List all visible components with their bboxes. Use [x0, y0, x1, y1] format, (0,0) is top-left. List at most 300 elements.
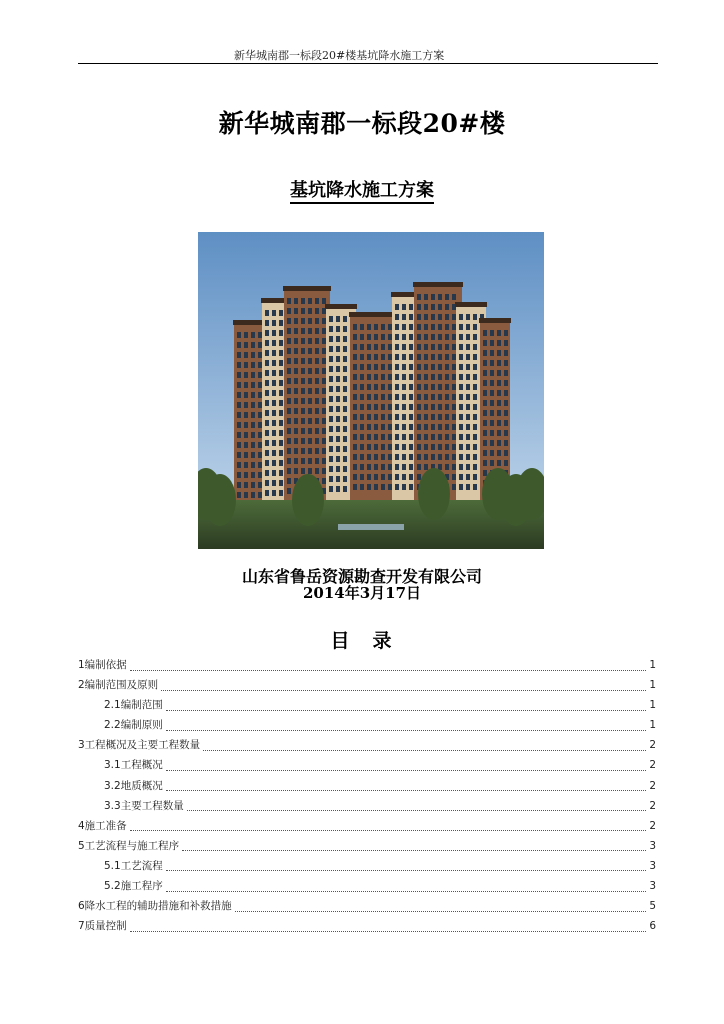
- window: [367, 444, 371, 450]
- window: [417, 374, 421, 380]
- window: [367, 334, 371, 340]
- window: [473, 434, 477, 440]
- window: [466, 444, 470, 450]
- toc-entry-page: 2: [649, 759, 656, 772]
- toc-entry-label: 7质量控制: [78, 920, 127, 933]
- window: [417, 344, 421, 350]
- window: [258, 442, 262, 448]
- window: [417, 414, 421, 420]
- window: [251, 342, 255, 348]
- window: [353, 474, 357, 480]
- window: [417, 384, 421, 390]
- window: [367, 404, 371, 410]
- window: [251, 492, 255, 498]
- window: [452, 474, 456, 480]
- window: [452, 394, 456, 400]
- window: [402, 424, 406, 430]
- window: [237, 382, 241, 388]
- toc-leader-dots: [182, 850, 646, 851]
- window: [294, 428, 298, 434]
- window: [272, 370, 276, 376]
- window: [466, 484, 470, 490]
- window: [329, 436, 333, 442]
- window: [473, 374, 477, 380]
- tree: [204, 474, 236, 526]
- window: [374, 444, 378, 450]
- window: [287, 338, 291, 344]
- window: [504, 390, 508, 396]
- toc-entry[interactable]: [78, 757, 658, 777]
- window: [473, 424, 477, 430]
- window: [431, 314, 435, 320]
- window: [353, 344, 357, 350]
- toc-entry[interactable]: [78, 858, 658, 878]
- window: [244, 432, 248, 438]
- window: [466, 314, 470, 320]
- window: [308, 348, 312, 354]
- window: [265, 400, 269, 406]
- toc-entry[interactable]: [78, 838, 658, 858]
- window: [329, 476, 333, 482]
- window: [279, 320, 283, 326]
- window: [504, 430, 508, 436]
- window: [360, 374, 364, 380]
- window: [388, 344, 392, 350]
- window: [322, 378, 326, 384]
- window: [367, 324, 371, 330]
- window: [343, 466, 347, 472]
- window: [287, 358, 291, 364]
- window: [360, 414, 364, 420]
- window: [272, 330, 276, 336]
- window: [287, 378, 291, 384]
- window: [265, 410, 269, 416]
- toc-entry-page: 1: [649, 719, 656, 732]
- window: [459, 474, 463, 480]
- window: [294, 398, 298, 404]
- window: [272, 420, 276, 426]
- window: [402, 474, 406, 480]
- toc-entry-page: 2: [649, 819, 656, 832]
- window: [279, 410, 283, 416]
- window: [417, 304, 421, 310]
- toc-leader-dots: [166, 730, 647, 731]
- window: [409, 464, 413, 470]
- window: [360, 334, 364, 340]
- window: [301, 338, 305, 344]
- window: [301, 328, 305, 334]
- window: [251, 402, 255, 408]
- toc-entry[interactable]: [78, 737, 658, 757]
- window: [431, 324, 435, 330]
- toc-leader-dots: [203, 750, 646, 751]
- window: [315, 358, 319, 364]
- window: [294, 308, 298, 314]
- window: [237, 332, 241, 338]
- window: [322, 468, 326, 474]
- window: [301, 408, 305, 414]
- window: [504, 440, 508, 446]
- window: [279, 450, 283, 456]
- window: [445, 454, 449, 460]
- window: [445, 314, 449, 320]
- window: [279, 460, 283, 466]
- window: [315, 458, 319, 464]
- window: [265, 490, 269, 496]
- window: [490, 350, 494, 356]
- window: [360, 464, 364, 470]
- tower-block: [349, 312, 397, 510]
- window: [438, 394, 442, 400]
- window: [459, 314, 463, 320]
- window: [237, 362, 241, 368]
- window: [438, 314, 442, 320]
- window: [315, 368, 319, 374]
- window: [459, 404, 463, 410]
- window: [473, 344, 477, 350]
- window: [490, 450, 494, 456]
- window: [315, 318, 319, 324]
- window: [287, 448, 291, 454]
- window: [395, 434, 399, 440]
- window: [353, 414, 357, 420]
- window: [388, 424, 392, 430]
- window: [402, 374, 406, 380]
- window: [308, 388, 312, 394]
- toc-entry-label: 6降水工程的辅助措施和补救措施: [78, 900, 232, 913]
- window: [395, 354, 399, 360]
- window: [452, 434, 456, 440]
- toc-entry-page: 2: [649, 739, 656, 752]
- window: [504, 420, 508, 426]
- window: [301, 438, 305, 444]
- window: [452, 294, 456, 300]
- table-of-contents: [78, 657, 658, 938]
- window: [409, 354, 413, 360]
- window: [367, 394, 371, 400]
- window: [445, 334, 449, 340]
- window: [265, 440, 269, 446]
- window: [367, 374, 371, 380]
- window: [360, 404, 364, 410]
- window: [336, 326, 340, 332]
- window: [258, 432, 262, 438]
- window: [409, 394, 413, 400]
- window: [483, 340, 487, 346]
- toc-entry[interactable]: [78, 878, 658, 898]
- window: [381, 464, 385, 470]
- window: [265, 460, 269, 466]
- window: [490, 370, 494, 376]
- window: [459, 364, 463, 370]
- window: [497, 390, 501, 396]
- window: [490, 460, 494, 466]
- window: [424, 384, 428, 390]
- window: [388, 324, 392, 330]
- window: [294, 348, 298, 354]
- window: [459, 344, 463, 350]
- window: [381, 484, 385, 490]
- window: [336, 386, 340, 392]
- window: [497, 450, 501, 456]
- window: [395, 394, 399, 400]
- window: [445, 464, 449, 470]
- building-rendering-image: [198, 232, 544, 549]
- window: [336, 456, 340, 462]
- window: [417, 294, 421, 300]
- window: [388, 454, 392, 460]
- window: [402, 434, 406, 440]
- window: [490, 360, 494, 366]
- window: [308, 298, 312, 304]
- toc-entry[interactable]: [78, 778, 658, 798]
- window: [497, 330, 501, 336]
- window: [374, 464, 378, 470]
- window: [438, 334, 442, 340]
- window: [395, 454, 399, 460]
- window: [329, 456, 333, 462]
- tree: [292, 474, 324, 526]
- window: [452, 414, 456, 420]
- window: [251, 482, 255, 488]
- window: [315, 378, 319, 384]
- window: [287, 298, 291, 304]
- window: [265, 380, 269, 386]
- window: [409, 434, 413, 440]
- window: [374, 454, 378, 460]
- window: [431, 394, 435, 400]
- window: [388, 414, 392, 420]
- window: [343, 486, 347, 492]
- window: [395, 464, 399, 470]
- window: [301, 398, 305, 404]
- window: [431, 444, 435, 450]
- window: [343, 436, 347, 442]
- toc-entry[interactable]: [78, 677, 658, 697]
- window: [329, 416, 333, 422]
- window: [395, 424, 399, 430]
- window: [445, 384, 449, 390]
- window: [322, 448, 326, 454]
- window: [272, 380, 276, 386]
- window: [287, 458, 291, 464]
- window: [244, 352, 248, 358]
- window: [381, 474, 385, 480]
- window: [431, 364, 435, 370]
- window: [388, 484, 392, 490]
- window: [244, 372, 248, 378]
- window: [381, 444, 385, 450]
- window: [381, 414, 385, 420]
- window: [431, 294, 435, 300]
- window: [244, 342, 248, 348]
- window: [308, 318, 312, 324]
- window: [237, 442, 241, 448]
- window: [473, 444, 477, 450]
- window: [431, 384, 435, 390]
- window: [395, 374, 399, 380]
- window: [353, 394, 357, 400]
- window: [483, 450, 487, 456]
- window: [424, 294, 428, 300]
- window: [409, 424, 413, 430]
- window: [308, 398, 312, 404]
- window: [388, 404, 392, 410]
- window: [322, 428, 326, 434]
- toc-entry[interactable]: [78, 818, 658, 838]
- window: [417, 364, 421, 370]
- window: [294, 468, 298, 474]
- toc-entry-page: 2: [649, 779, 656, 792]
- toc-entry[interactable]: [78, 898, 658, 918]
- window: [381, 434, 385, 440]
- window: [265, 480, 269, 486]
- window: [374, 484, 378, 490]
- window: [483, 350, 487, 356]
- window: [473, 464, 477, 470]
- window: [322, 388, 326, 394]
- window: [294, 408, 298, 414]
- window: [279, 400, 283, 406]
- window: [279, 440, 283, 446]
- window: [473, 354, 477, 360]
- window: [315, 348, 319, 354]
- window: [388, 464, 392, 470]
- window: [301, 348, 305, 354]
- window: [438, 424, 442, 430]
- window: [315, 428, 319, 434]
- window: [322, 458, 326, 464]
- window: [452, 344, 456, 350]
- window: [251, 382, 255, 388]
- window: [244, 362, 248, 368]
- window: [402, 354, 406, 360]
- document-date: 2014年3月17日: [302, 584, 422, 602]
- window: [336, 486, 340, 492]
- window: [438, 324, 442, 330]
- window: [360, 454, 364, 460]
- toc-leader-dots: [161, 690, 646, 691]
- window: [459, 464, 463, 470]
- window: [483, 420, 487, 426]
- window: [336, 356, 340, 362]
- window: [395, 444, 399, 450]
- window: [251, 432, 255, 438]
- window: [301, 388, 305, 394]
- tower-roof: [455, 302, 487, 307]
- window: [483, 440, 487, 446]
- window: [424, 464, 428, 470]
- window: [409, 404, 413, 410]
- window: [244, 442, 248, 448]
- window: [473, 474, 477, 480]
- window: [402, 324, 406, 330]
- window: [294, 448, 298, 454]
- window: [343, 336, 347, 342]
- window: [417, 324, 421, 330]
- toc-entry[interactable]: [78, 697, 658, 717]
- window: [490, 430, 494, 436]
- window: [279, 380, 283, 386]
- toc-leader-dots: [130, 931, 647, 932]
- running-header-title: 新华城南郡一标段20#楼基坑降水施工方案: [234, 49, 445, 62]
- window: [287, 328, 291, 334]
- window: [483, 390, 487, 396]
- window: [473, 314, 477, 320]
- window: [395, 414, 399, 420]
- window: [402, 334, 406, 340]
- window: [322, 338, 326, 344]
- window: [381, 344, 385, 350]
- toc-entry[interactable]: [78, 798, 658, 818]
- window: [265, 340, 269, 346]
- window: [409, 384, 413, 390]
- window: [388, 434, 392, 440]
- window: [381, 454, 385, 460]
- window: [504, 410, 508, 416]
- window: [308, 368, 312, 374]
- window: [265, 320, 269, 326]
- window: [438, 404, 442, 410]
- window: [497, 340, 501, 346]
- window: [388, 474, 392, 480]
- window: [431, 344, 435, 350]
- window: [294, 328, 298, 334]
- toc-entry[interactable]: [78, 657, 658, 677]
- window: [287, 488, 291, 494]
- window: [452, 464, 456, 470]
- window: [374, 474, 378, 480]
- window: [329, 396, 333, 402]
- window: [294, 378, 298, 384]
- window: [308, 358, 312, 364]
- toc-leader-dots: [130, 830, 647, 831]
- toc-entry-label: 3.1工程概况: [104, 759, 163, 772]
- window: [301, 418, 305, 424]
- window: [497, 440, 501, 446]
- window: [431, 434, 435, 440]
- window: [272, 410, 276, 416]
- window: [353, 464, 357, 470]
- window: [466, 434, 470, 440]
- toc-leader-dots: [166, 870, 647, 871]
- toc-entry[interactable]: [78, 918, 658, 938]
- window: [497, 430, 501, 436]
- window: [244, 492, 248, 498]
- toc-entry[interactable]: [78, 717, 658, 737]
- window: [251, 352, 255, 358]
- window: [251, 372, 255, 378]
- toc-leader-dots: [166, 790, 647, 791]
- toc-entry-label: 3.2地质概况: [104, 779, 163, 792]
- window: [417, 334, 421, 340]
- window: [381, 324, 385, 330]
- window: [459, 324, 463, 330]
- window: [504, 340, 508, 346]
- window: [237, 452, 241, 458]
- window: [360, 424, 364, 430]
- window: [388, 394, 392, 400]
- window: [315, 298, 319, 304]
- window: [402, 384, 406, 390]
- window: [452, 384, 456, 390]
- window: [265, 420, 269, 426]
- window: [336, 446, 340, 452]
- window: [272, 360, 276, 366]
- window: [301, 298, 305, 304]
- window: [374, 394, 378, 400]
- window: [417, 444, 421, 450]
